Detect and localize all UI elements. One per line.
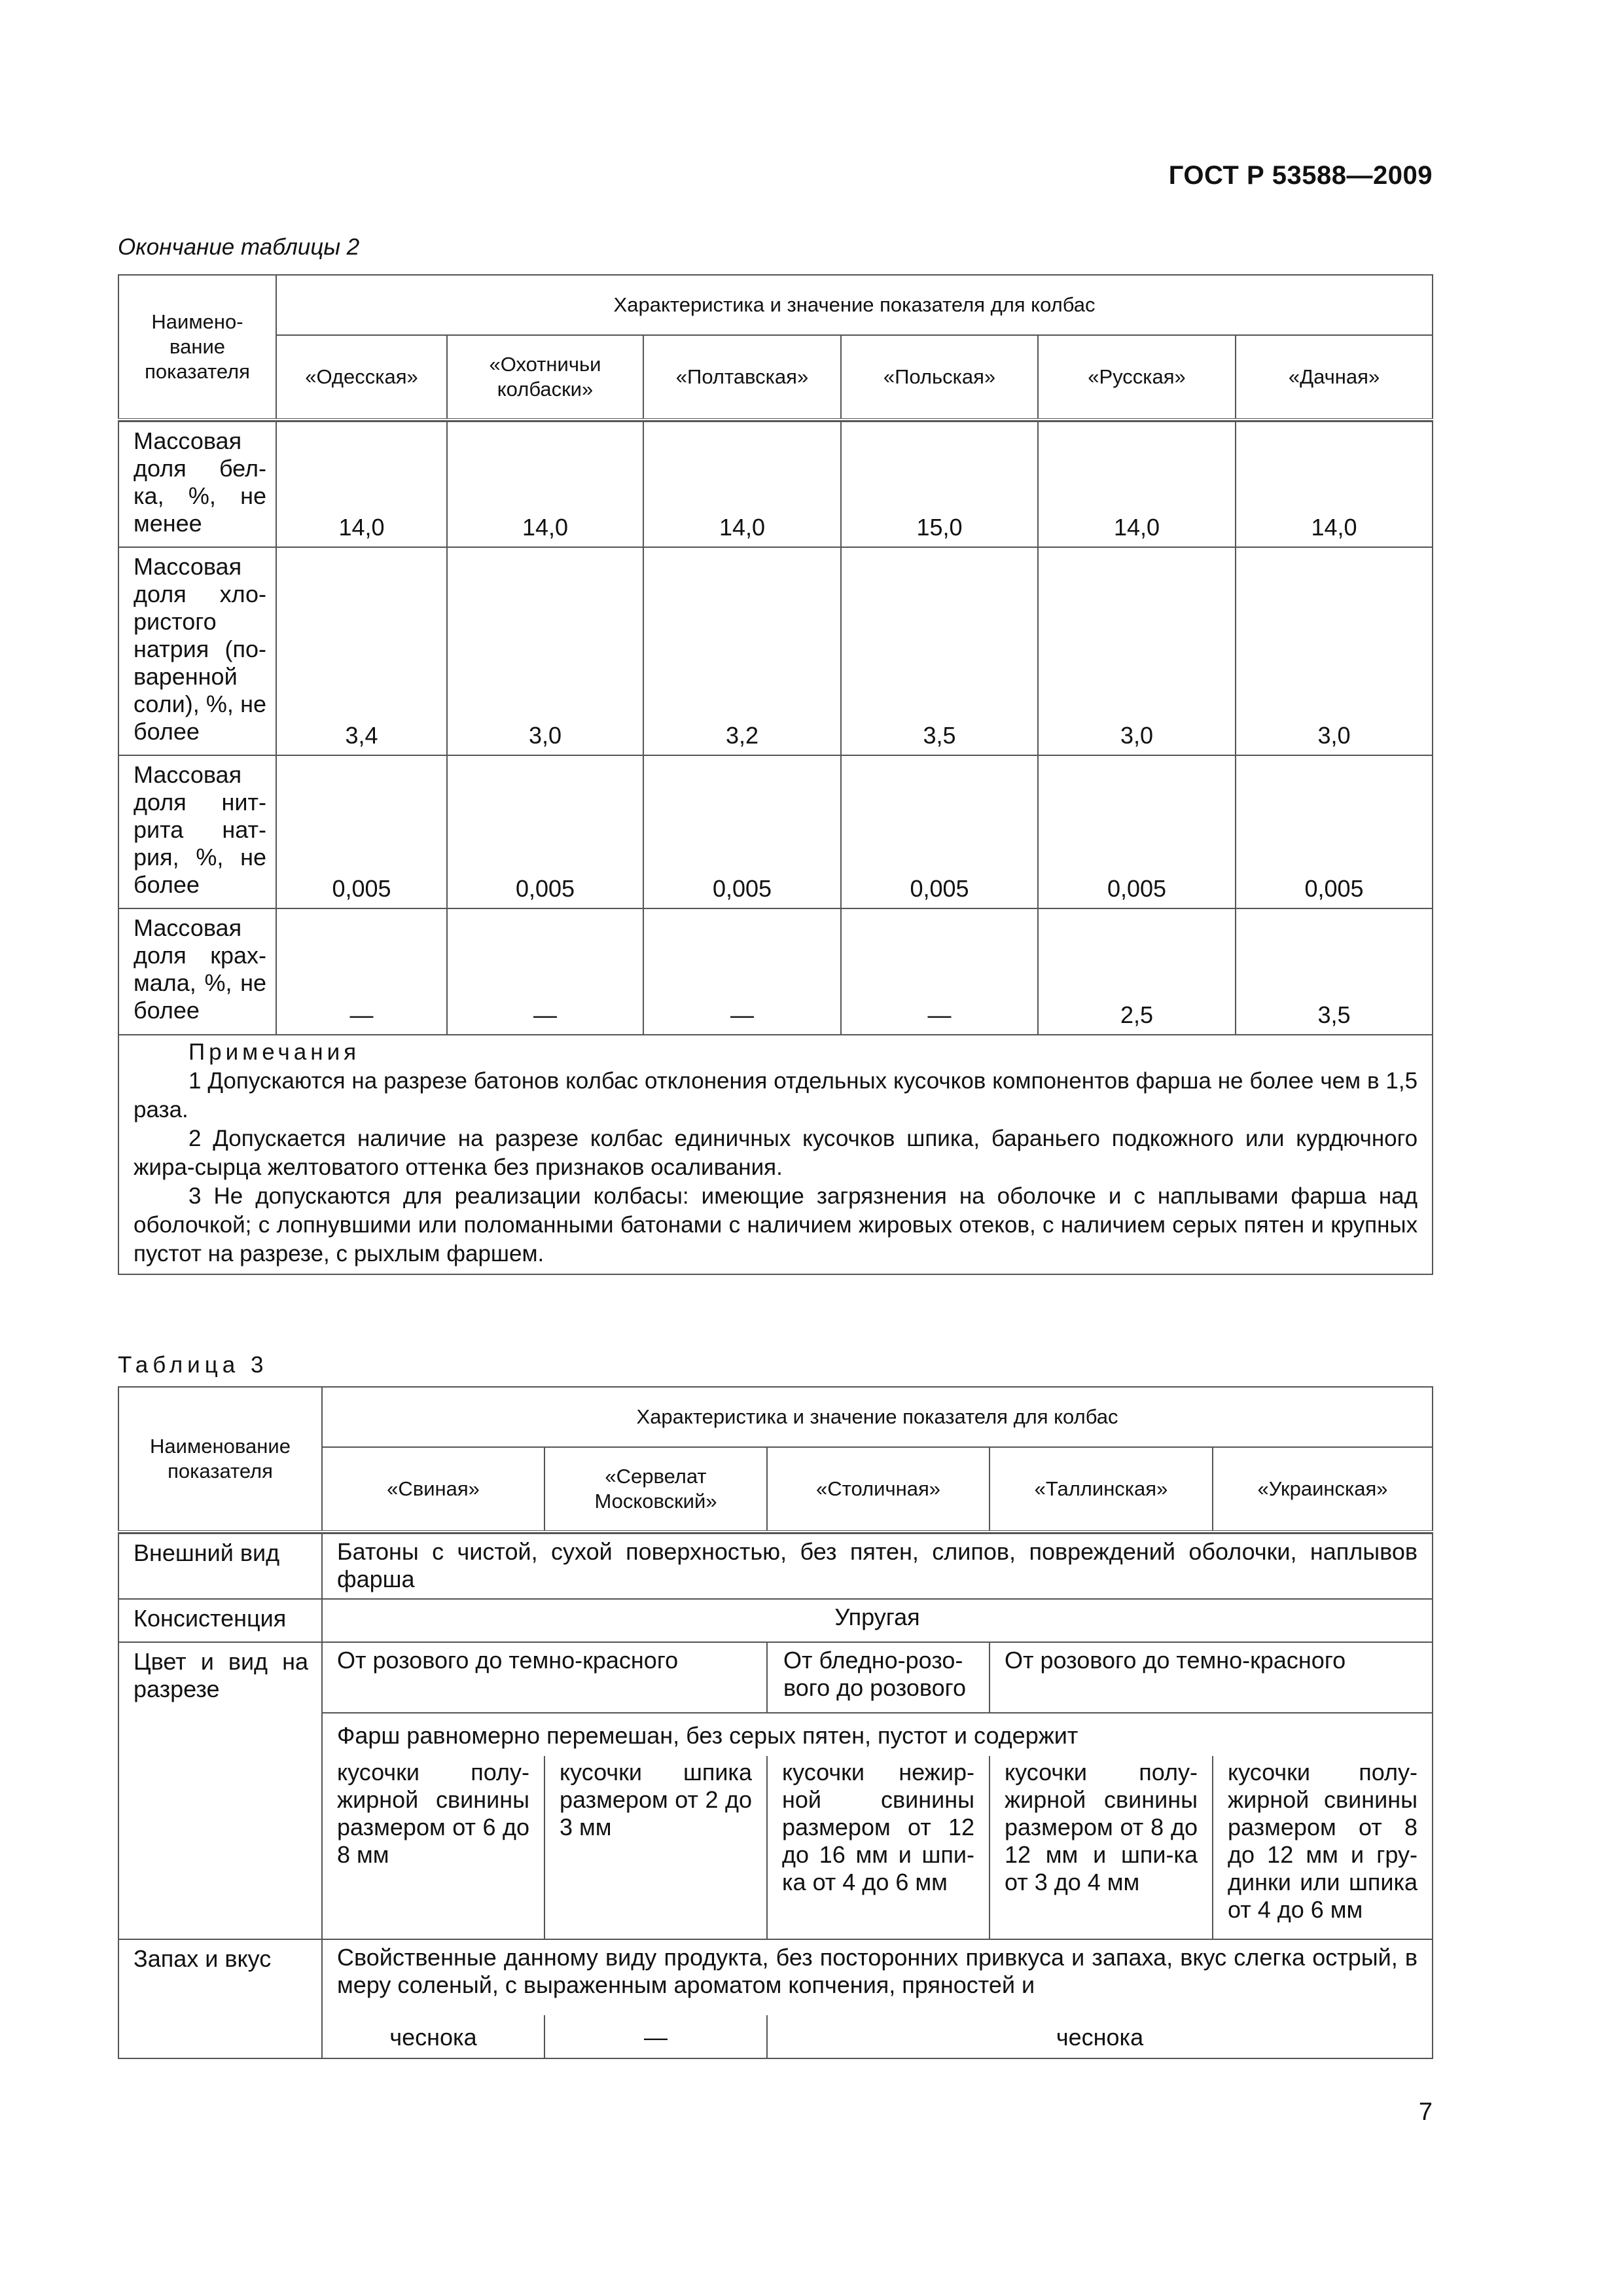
table3-column-header: «Столичная» <box>767 1447 990 1532</box>
table-row <box>118 908 1433 1035</box>
cell-value: 3,5 <box>1236 908 1433 1035</box>
cell-value: кусочки полу-жирной свинины размером от 8 до 12 мм и гру-динки или шпика от 4 до 6 мм <box>1213 1756 1433 1939</box>
table-2 <box>118 274 1433 1275</box>
consistency-text: Упругая <box>322 1599 1433 1642</box>
cell-value: кусочки нежир-ной свинины размером от 12 до 16 мм и шпи-ка от 4 до 6 мм <box>767 1756 990 1939</box>
row-name: Консистенция <box>118 1599 322 1642</box>
color-text: От розового до темно-красного <box>322 1642 767 1713</box>
table2-notes <box>118 1035 1433 1274</box>
row-name: Массовая доля хло-ристого натрия (по-варенной соли), %, не более <box>118 547 276 755</box>
cell-value: 0,005 <box>276 755 447 908</box>
cell-value: 0,005 <box>1236 755 1433 908</box>
appearance-text: Батоны с чистой, сухой поверхностью, без пятен, слипов, повреждений оболочки, наплывов фарша <box>322 1534 1433 1599</box>
table-row <box>118 1939 1433 2015</box>
cell-value: 0,005 <box>841 755 1038 908</box>
note-item: 2 Допускается наличие на разрезе колбас единичных кусочков шпика, бараньего подкожного или курдючного жира-сырца желтоватого оттенка без признаков осаливания. <box>134 1126 1418 1180</box>
cell-value: 2,5 <box>1038 908 1236 1035</box>
cell-value: 14,0 <box>447 422 643 547</box>
table-row <box>118 422 1433 547</box>
table2-group-header: Характеристика и значение показателя для колбас <box>276 275 1433 335</box>
cell-value: 14,0 <box>1038 422 1236 547</box>
table3-header-row <box>118 1387 1433 1447</box>
cell-value: 0,005 <box>1038 755 1236 908</box>
cell-value: кусочки шпика размером от 2 до 3 мм <box>544 1756 767 1939</box>
table-row <box>118 1599 1433 1642</box>
note-item: 3 Не допускаются для реализации колбасы: имеющие загрязнения на оболочке и с наплывами фарша над оболочкой; с лопнувшими или поломанными батонами с наличием жировых отеков, с наличием серых пятен и крупных пустот на разрезе, с рыхлым фаршем. <box>134 1183 1418 1266</box>
row-name: Массовая доля бел-ка, %, не менее <box>118 422 276 547</box>
table3-name-header: Наименование показателя <box>118 1387 322 1532</box>
cell-value: 15,0 <box>841 422 1038 547</box>
table3-group-header: Характеристика и значение показателя для колбас <box>322 1387 1433 1447</box>
document-code: ГОСТ Р 53588—2009 <box>1168 161 1433 190</box>
row-name: Запах и вкус <box>118 1939 322 2058</box>
table2-notes-row <box>118 1035 1433 1274</box>
table-row <box>118 1534 1433 1599</box>
mince-text: Фарш равномерно перемешан, без серых пятен, пустот и содержит <box>322 1713 1433 1756</box>
row-name: Массовая доля нит-рита нат-рия, %, не более <box>118 755 276 908</box>
cell-value: 3,5 <box>841 547 1038 755</box>
table-row <box>118 547 1433 755</box>
color-text: От бледно-розо-вого до розового <box>767 1642 990 1713</box>
cell-value: 0,005 <box>447 755 643 908</box>
cell-value: 3,2 <box>643 547 841 755</box>
cell-value: — <box>276 908 447 1035</box>
table-3 <box>118 1386 1433 2059</box>
table2-column-headers <box>118 335 1433 420</box>
cell-value: — <box>643 908 841 1035</box>
table3-column-header: «Таллинская» <box>990 1447 1213 1532</box>
cell-value: чеснока <box>767 2015 1433 2058</box>
cell-value: кусочки полу-жирной свинины размером от 8 до 12 мм и шпи-ка от 3 до 4 мм <box>990 1756 1213 1939</box>
table3-column-header: «Сервелат Московский» <box>544 1447 767 1532</box>
notes-title: Примечания <box>188 1039 361 1065</box>
row-name: Внешний вид <box>118 1534 322 1599</box>
cell-value: чеснока <box>322 2015 544 2058</box>
cell-value: 14,0 <box>1236 422 1433 547</box>
table2-column-header: «Русская» <box>1038 335 1236 420</box>
table-row <box>118 1642 1433 1713</box>
cell-value: — <box>447 908 643 1035</box>
row-name: Цвет и вид на разрезе <box>118 1642 322 1939</box>
cell-value: кусочки полу-жирной свинины размером от 6 до 8 мм <box>322 1756 544 1939</box>
cell-value: 3,0 <box>1236 547 1433 755</box>
cell-value: 3,4 <box>276 547 447 755</box>
cell-value: 14,0 <box>276 422 447 547</box>
table2-column-header: «Охотничьи колбаски» <box>447 335 643 420</box>
cell-value: — <box>544 2015 767 2058</box>
table2-name-header: Наимено-вание показателя <box>118 275 276 420</box>
row-name: Массовая доля крах-мала, %, не более <box>118 908 276 1035</box>
cell-value: — <box>841 908 1038 1035</box>
table3-column-header: «Украинская» <box>1213 1447 1433 1532</box>
table2-caption: Окончание таблицы 2 <box>118 234 360 260</box>
table2-column-header: «Польская» <box>841 335 1038 420</box>
page-number: 7 <box>1418 2098 1433 2126</box>
note-item: 1 Допускаются на разрезе батонов колбас отклонения отдельных кусочков компонентов фарша не более чем в 1,5 раза. <box>134 1068 1418 1122</box>
table3-caption: Таблица 3 <box>118 1352 268 1378</box>
cell-value: 0,005 <box>643 755 841 908</box>
table2-column-header: «Дачная» <box>1236 335 1433 420</box>
cell-value: 3,0 <box>1038 547 1236 755</box>
table3-column-header: «Свиная» <box>322 1447 544 1532</box>
table-row <box>118 755 1433 908</box>
table2-column-header: «Полтавская» <box>643 335 841 420</box>
smell-text: Свойственные данному виду продукта, без посторонних привкуса и запаха, вкус слегка острый, в меру соленый, с выраженным ароматом копчения, пряностей и <box>322 1939 1433 2015</box>
table2-header-row <box>118 275 1433 335</box>
cell-value: 3,0 <box>447 547 643 755</box>
color-text: От розового до темно-красного <box>990 1642 1433 1713</box>
table2-column-header: «Одесская» <box>276 335 447 420</box>
cell-value: 14,0 <box>643 422 841 547</box>
